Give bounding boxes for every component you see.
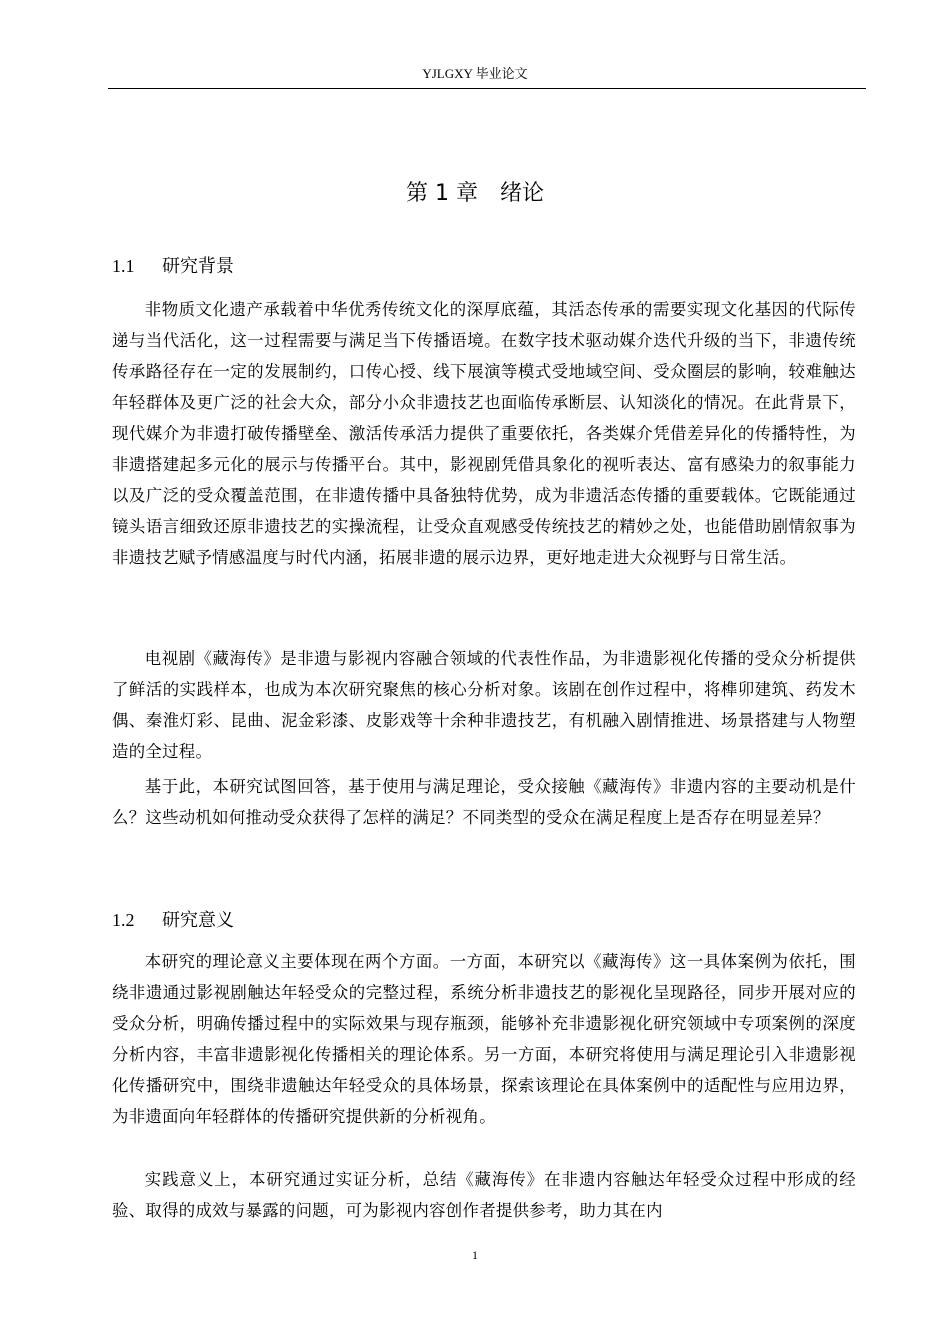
chapter-title: 第 1 章 绪论	[406, 181, 544, 206]
section-heading-1-2	[112, 908, 234, 933]
body-paragraph: 本研究的理论意义主要体现在两个方面。一方面，本研究以《藏海传》这一具体案例为依托，围绕非遗通过影视剧触达年轻受众的完整过程，系统分析非遗技艺的影视化呈现路径，同步开展对应的受众分析，明确传播过程中的实际效果与现存瓶颈，能够补充非遗影视化研究领域中专项案例的深度分析内容，丰富非遗影视化传播相关的理论体系。另一方面，本研究将使用与满足理论引入非遗影视化传播研究中，围绕非遗触达年轻受众的具体场景，探索该理论在具体案例中的适配性与应用边界，为非遗面向年轻群体的传播研究提供新的分析视角。	[112, 952, 856, 1126]
section-title: 研究背景	[162, 256, 234, 277]
header-divider	[108, 88, 866, 89]
body-paragraph: 实践意义上，本研究通过实证分析，总结《藏海传》在非遗内容触达年轻受众过程中形成的经验、取得的成效与暴露的问题，可为影视内容创作者提供参考，助力其在内	[112, 1170, 856, 1220]
section-number: 1.1	[112, 256, 135, 276]
running-header: YJLGXY 毕业论文	[422, 66, 528, 81]
body-paragraph: 基于此，本研究试图回答，基于使用与满足理论，受众接触《藏海传》非遗内容的主要动机是什么？这些动机如何推动受众获得了怎样的满足？不同类型的受众在满足程度上是否存在明显差异？	[112, 777, 856, 827]
body-paragraph: 电视剧《藏海传》是非遗与影视内容融合领域的代表性作品，为非遗影视化传播的受众分析提供了鲜活的实践样本，也成为本次研究聚焦的核心分析对象。该剧在创作过程中，将榫卯建筑、药发木偶、秦淮灯彩、昆曲、泥金彩漆、皮影戏等十余种非遗技艺，有机融入剧情推进、场景搭建与人物塑造的全过程。	[112, 649, 856, 761]
body-paragraph: 非物质文化遗产承载着中华优秀传统文化的深厚底蕴，其活态传承的需要实现文化基因的代际传递与当代活化，这一过程需要与满足当下传播语境。在数字技术驱动媒介迭代升级的当下，非遗传统传承路径存在一定的发展制约，口传心授、线下展演等模式受地域空间、受众圈层的影响，较难触达年轻群体及更广泛的社会大众，部分小众非遗技艺也面临传承断层、认知淡化的情况。在此背景下，现代媒介为非遗打破传播壁垒、激活传承活力提供了重要依托，各类媒介凭借差异化的传播特性，为非遗搭建起多元化的展示与传播平台。其中，影视剧凭借具象化的视听表达、富有感染力的叙事能力以及广泛的受众覆盖范围，在非遗传播中具备独特优势，成为非遗活态传播的重要载体。它既能通过镜头语言细致还原非遗技艺的实操流程，让受众直观感受传统技艺的精妙之处，也能借助剧情叙事为非遗技艺赋予情感温度与时代内涵，拓展非遗的展示边界，更好地走进大众视野与日常生活。	[112, 300, 856, 567]
section-title: 研究意义	[162, 910, 234, 931]
page-number: 1	[472, 1248, 478, 1262]
section-heading-1-1	[112, 254, 234, 279]
section-number: 1.2	[112, 910, 135, 930]
